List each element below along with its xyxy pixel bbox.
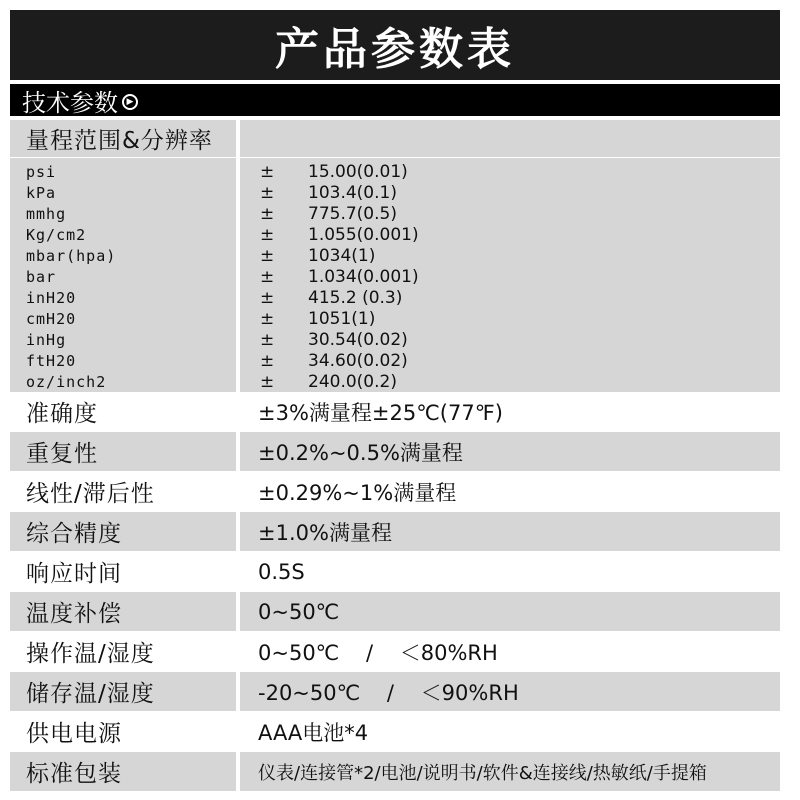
range-value-line — [260, 372, 780, 393]
range-value-line — [260, 246, 780, 267]
spec-label: 操作温/湿度 — [26, 641, 155, 667]
range-value: 34.60(0.02) — [308, 351, 408, 371]
spec-label: 准确度 — [26, 401, 98, 427]
range-header-value — [240, 120, 780, 157]
spec-label: 标准包装 — [10, 752, 236, 791]
spec-label: 储存温/湿度 — [10, 672, 236, 711]
play-arrow-icon: ▶ — [122, 94, 138, 110]
spec-label: 综合精度 — [10, 512, 236, 551]
range-value-line — [260, 267, 780, 288]
spec-value: AAA电池*4 — [258, 720, 369, 745]
page-title: 产品参数表 — [10, 10, 780, 80]
spec-row — [10, 472, 780, 512]
range-unit: mmhg — [26, 205, 67, 223]
range-value-line — [260, 225, 780, 246]
range-value-line — [260, 204, 780, 225]
plus-minus-symbol: ± — [260, 162, 275, 182]
range-value: 103.4(0.1) — [308, 183, 397, 203]
range-units — [10, 158, 236, 392]
spec-row — [10, 392, 780, 432]
spec-rows — [10, 392, 780, 792]
spec-row — [10, 432, 780, 472]
plus-minus-symbol: ± — [260, 183, 275, 203]
plus-minus-symbol: ± — [260, 330, 275, 350]
range-value-line — [260, 309, 780, 330]
spec-label: 温度补偿 — [10, 592, 236, 631]
range-block — [10, 158, 780, 392]
plus-minus-symbol: ± — [260, 246, 275, 266]
range-unit: inHg — [26, 331, 67, 349]
range-value: 240.0(0.2) — [308, 372, 397, 392]
range-value-line — [260, 162, 780, 183]
range-unit: mbar(hpa) — [26, 247, 117, 265]
range-value: 415.2 (0.3) — [308, 288, 403, 308]
plus-minus-symbol: ± — [260, 372, 275, 392]
range-value: 775.7(0.5) — [308, 204, 397, 224]
plus-minus-symbol: ± — [260, 309, 275, 329]
plus-minus-symbol: ± — [260, 351, 275, 371]
range-unit: kPa — [26, 184, 57, 202]
spec-value: -20~50℃ / ＜90%RH — [240, 672, 780, 711]
spec-row — [10, 672, 780, 712]
range-unit: ftH20 — [26, 352, 77, 370]
range-value-line — [260, 288, 780, 309]
section-title: 技术参数 — [22, 88, 118, 117]
spec-value: ±0.29%~1%满量程 — [258, 480, 457, 505]
spec-label: 供电电源 — [26, 721, 122, 747]
range-unit: oz/inch2 — [26, 373, 107, 391]
range-value-line — [260, 330, 780, 351]
spec-row — [10, 512, 780, 552]
plus-minus-symbol: ± — [260, 204, 275, 224]
spec-value: ±1.0%满量程 — [240, 512, 780, 551]
plus-minus-symbol: ± — [260, 288, 275, 308]
spec-label: 线性/滞后性 — [26, 481, 155, 507]
spec-value: ±0.2%~0.5%满量程 — [240, 432, 780, 471]
spec-label: 重复性 — [10, 432, 236, 471]
spec-row — [10, 592, 780, 632]
range-value-line — [260, 351, 780, 372]
range-header-label: 量程范围&分辨率 — [10, 120, 236, 157]
spec-value: 0.5S — [258, 559, 305, 584]
spec-row — [10, 632, 780, 672]
range-value: 1.034(0.001) — [308, 267, 419, 287]
spec-row — [10, 752, 780, 792]
plus-minus-symbol: ± — [260, 267, 275, 287]
range-value: 1.055(0.001) — [308, 225, 419, 245]
range-unit: psi — [26, 163, 57, 181]
spec-value: 0~50℃ — [240, 592, 780, 631]
range-values — [240, 158, 780, 392]
range-unit: bar — [26, 268, 57, 286]
range-value: 15.00(0.01) — [308, 162, 408, 182]
spec-value: 0~50℃ / ＜80%RH — [258, 640, 498, 665]
range-unit: inH20 — [26, 289, 77, 307]
range-value: 30.54(0.02) — [308, 330, 408, 350]
range-unit: cmH20 — [26, 310, 77, 328]
spec-value: ±3%满量程±25℃(77℉) — [258, 400, 503, 425]
range-value-line — [260, 183, 780, 204]
spec-label: 响应时间 — [26, 561, 122, 587]
spec-table — [10, 120, 780, 792]
range-value: 1051(1) — [308, 309, 376, 329]
section-header — [10, 84, 780, 116]
spec-row — [10, 552, 780, 592]
spec-value: 仪表/连接管*2/电池/说明书/软件&连接线/热敏纸/手提箱 — [240, 752, 780, 791]
plus-minus-symbol: ± — [260, 225, 275, 245]
spec-row — [10, 712, 780, 752]
range-header-row — [10, 120, 780, 158]
range-unit: Kg/cm2 — [26, 226, 87, 244]
range-value: 1034(1) — [308, 246, 376, 266]
